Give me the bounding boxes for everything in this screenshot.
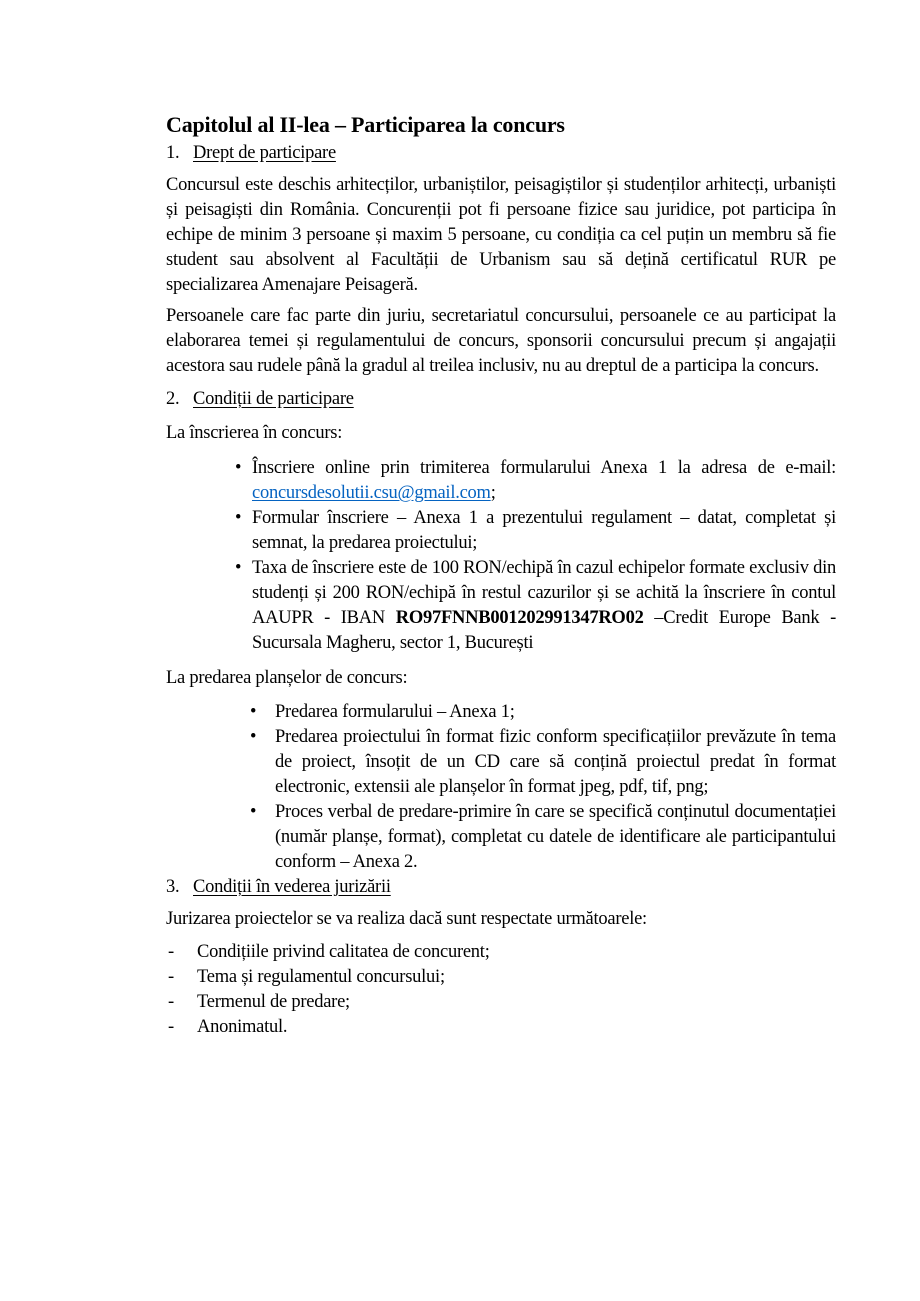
bullet-icon: • [235,508,242,528]
section-1-heading-text: Drept de participare [193,143,336,163]
section-3-heading-text: Condiții în vederea jurizării [193,877,391,897]
list-item-text: Condițiile privind calitatea de concurent; [197,942,490,962]
enrollment-email-prefix: Înscriere online prin trimiterea formularului Anexa 1 la adresa de e-mail: [252,458,836,478]
bullet-icon: • [235,458,242,478]
list-item-text: Predarea formularului – Anexa 1; [275,702,515,722]
fee-text: Taxa de înscriere este de 100 RON/echipă în cazul echipelor formate exclusiv din studenți și 200 RON/echipă în restul cazurilor și se achită la înscriere în contul AAUPR - IBAN [252,558,836,628]
paragraph-eligibility: Concursul este deschis arhitecților, urbaniștilor, peisagiștilor și studenților arhitecți, urbaniști și peisagiști din România. Concurenții pot fi persoane fizice sau juridice, pot participa în echipe de minim 3 persoane și maxim 5 persoane, cu condiția ca cel puțin un membru să fie student sau absolvent al Facultății de Urbanism sau să dețină certificatul RUR pe specializarea Amenajare Peisageră. [166,175,836,295]
list-item-form-submission [166,700,836,725]
bullet-icon: • [250,727,257,747]
dash-icon: - [168,1017,174,1037]
list-item-text: Predarea proiectului în format fizic conform specificațiilor prevăzute în tema de proiect, însoțit de un CD care să conțină proiectul predat în format electronic, extensii ale planșelor în format jpeg, pdf, tif, png; [275,727,836,797]
jury-conditions-list [166,940,836,1040]
bullet-icon: • [235,558,242,578]
jury-intro: Jurizarea proiectelor se va realiza dacă sunt respectate următoarele: [166,909,647,929]
list-item-competitor-quality [166,940,836,965]
list-item-deadline [166,990,836,1015]
list-item-project-submission [166,725,836,800]
bank-details: –Credit Europe Bank - Sucursala Magheru, sector 1, București [252,608,837,653]
paragraph-exclusions: Persoanele care fac parte din juriu, secretariatul concursului, persoanele ce au participat la elaborarea temei și regulamentului de concurs, sponsorii concursului precum și angajații acestora sau rudele până la gradul al treilea inclusiv, nu au dreptul de a participa la concurs. [166,306,836,376]
section-3-heading [166,875,836,900]
chapter-title: Capitolul al II-lea – Participarea la concurs [166,112,565,137]
section-2-heading-text: Condiții de participare [193,389,354,409]
dash-icon: - [168,992,174,1012]
list-item-text: Anonimatul. [197,1017,288,1037]
dash-icon: - [168,967,174,987]
iban-number: RO97FNNB001202991347RO02 [395,608,644,628]
list-item-text [252,556,836,656]
bullet-icon: • [250,702,257,722]
section-2-number: 2. [166,389,180,409]
list-item-text: Tema și regulamentul concursului; [197,967,445,987]
section-1-number: 1. [166,143,180,163]
submission-bullet-list [166,700,836,875]
enrollment-intro: La înscrierea în concurs: [166,423,343,443]
section-3-number: 3. [166,877,180,897]
section-1-heading [166,141,836,166]
email-link[interactable]: concursdesolutii.csu@gmail.com [252,483,491,503]
list-item-online-enrollment [166,456,836,506]
list-item-text: Formular înscriere – Anexa 1 a prezentului regulament – datat, completat și semnat, la predarea proiectului; [252,508,836,553]
list-item-enrollment-fee [166,556,836,656]
dash-icon: - [168,942,174,962]
list-item-handover-report [166,800,836,875]
list-item-text [252,456,836,506]
list-item-anonymity [166,1015,836,1040]
list-item-text: Termenul de predare; [197,992,350,1012]
enrollment-email-suffix: ; [490,483,496,503]
bullet-icon: • [250,802,257,822]
submission-intro: La predarea planșelor de concurs: [166,668,408,688]
section-2-heading [166,387,836,412]
enrollment-bullet-list [166,456,836,656]
list-item-enrollment-form [166,506,836,556]
list-item-text: Proces verbal de predare-primire în care se specifică conținutul documentației (număr planșe, format), completat cu datele de identificare ale participantului conform – Anexa 2. [275,802,836,872]
list-item-theme-rules [166,965,836,990]
